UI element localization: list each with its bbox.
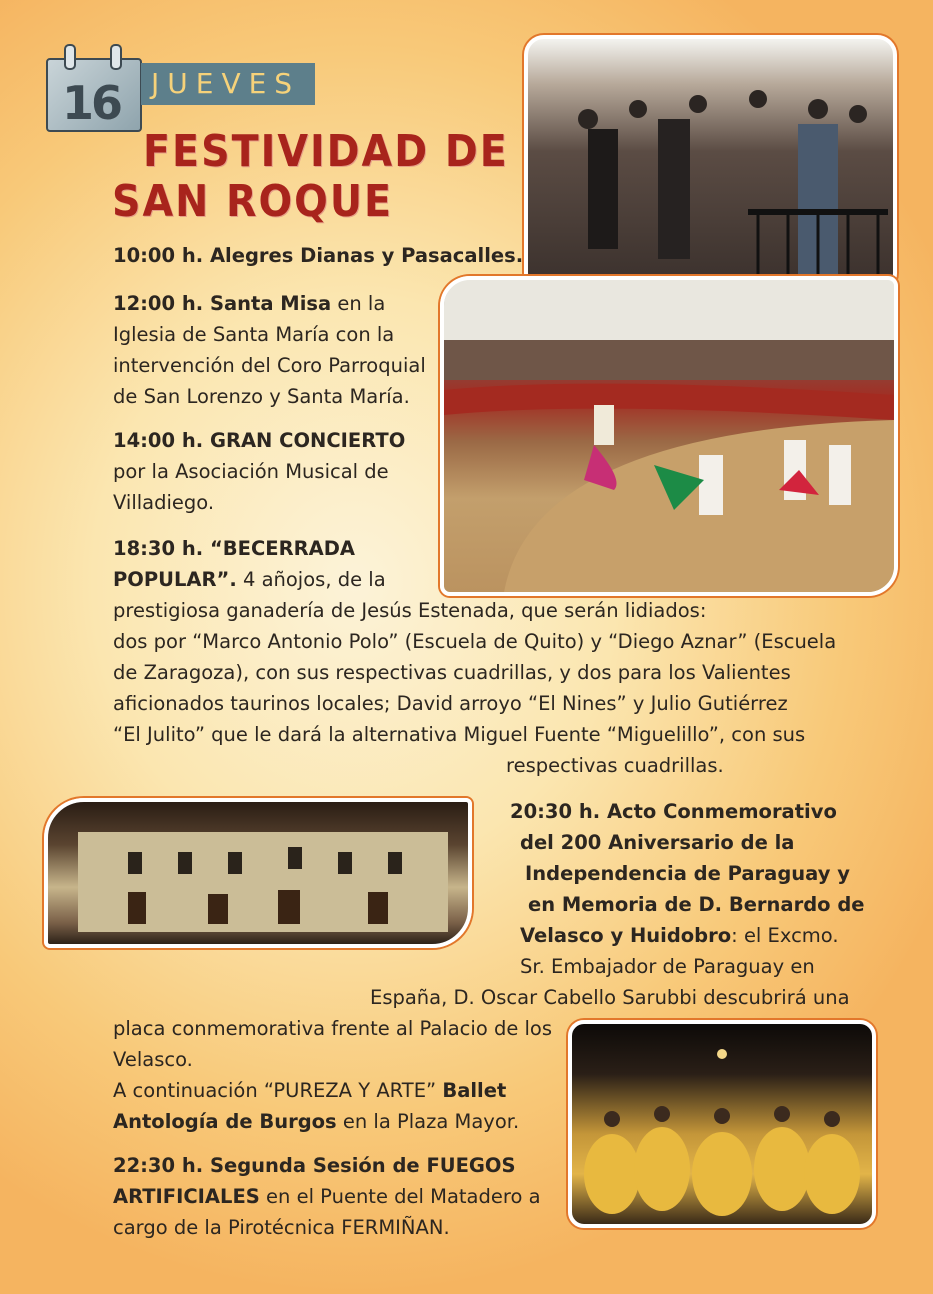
event-acto-line-7: España, D. Oscar Cabello Sarubbi descubrirá una <box>370 986 850 1009</box>
calendar-ring <box>64 44 76 70</box>
event-fuegos-line-1 <box>113 1150 516 1181</box>
crowd-photo <box>524 35 897 293</box>
event-acto-line-8: placa conmemorativa frente al Palacio de los <box>113 1017 553 1040</box>
event-text: en la <box>331 292 386 315</box>
event-becerrada-line-1 <box>113 533 355 564</box>
event-acto-line-6: Sr. Embajador de Paraguay en <box>520 955 815 978</box>
event-acto-line-9: Velasco. <box>113 1048 193 1071</box>
event-fuegos-line-3: cargo de la Pirotécnica FERMIÑAN. <box>113 1216 450 1239</box>
event-fuegos-line-2 <box>113 1181 541 1212</box>
ballet-photo <box>568 1020 876 1228</box>
event-acto-line-1 <box>510 796 837 827</box>
event-heading: 14:00 h. GRAN CONCIERTO <box>113 429 406 452</box>
event-text: 4 añojos, de la <box>236 568 386 591</box>
event-heading: ARTIFICIALES <box>113 1185 260 1208</box>
ballet-illustration <box>572 1024 872 1224</box>
calendar-ring <box>110 44 122 70</box>
calendar-icon <box>46 44 142 128</box>
event-acto-line-5 <box>520 920 839 951</box>
palace-illustration <box>48 802 468 944</box>
event-heading: Velasco y Huidobro <box>520 924 732 947</box>
event-concierto-line-1 <box>113 425 405 456</box>
event-misa-line-2: Iglesia de Santa María con la <box>113 323 395 346</box>
event-heading: en Memoria de D. Bernardo de <box>528 893 865 916</box>
event-text: en el Puente del Matadero a <box>259 1185 541 1208</box>
event-dianas <box>113 240 523 271</box>
event-ballet-line-2 <box>113 1106 519 1137</box>
event-becerrada-line-8: respectivas cuadrillas. <box>506 754 724 777</box>
event-heading: Antología de Burgos <box>113 1110 337 1133</box>
event-concierto-line-3: Villadiego. <box>113 491 215 514</box>
event-heading: 20:30 h. Acto Conmemorativo <box>510 800 837 823</box>
event-text: : el Excmo. <box>731 924 839 947</box>
day-number: 16 <box>62 76 121 130</box>
event-becerrada-line-6: aficionados taurinos locales; David arroyo “El Nines” y Julio Gutiérrez <box>113 692 788 715</box>
event-text: en la Plaza Mayor. <box>336 1110 520 1133</box>
event-heading: 22:30 h. Segunda Sesión de FUEGOS <box>113 1154 516 1177</box>
event-heading: POPULAR”. <box>113 568 237 591</box>
bullring-photo <box>440 276 898 596</box>
event-concierto-line-2: por la Asociación Musical de <box>113 460 389 483</box>
event-acto-line-4 <box>528 889 865 920</box>
event-becerrada-line-4: dos por “Marco Antonio Polo” (Escuela de Quito) y “Diego Aznar” (Escuela <box>113 630 837 653</box>
event-heading: del 200 Aniversario de la <box>520 831 795 854</box>
event-ballet-line-1 <box>113 1075 506 1106</box>
event-heading: Ballet <box>442 1079 507 1102</box>
bullring-illustration <box>444 280 894 592</box>
crowd-illustration <box>528 39 893 289</box>
event-misa-line-3: intervención del Coro Parroquial <box>113 354 426 377</box>
event-text: A continuación “PUREZA Y ARTE” <box>113 1079 443 1102</box>
event-misa-line-1 <box>113 288 385 319</box>
event-becerrada-line-2 <box>113 564 386 595</box>
event-heading: 18:30 h. “BECERRADA <box>113 537 355 560</box>
event-misa-line-4: de San Lorenzo y Santa María. <box>113 385 410 408</box>
event-heading: 10:00 h. Alegres Dianas y Pasacalles. <box>113 244 524 267</box>
event-acto-line-3 <box>525 858 850 889</box>
event-acto-line-2 <box>520 827 794 858</box>
title-line-1: FESTIVIDAD DE <box>143 126 509 177</box>
day-name: JUEVES <box>141 63 315 105</box>
event-becerrada-line-5: de Zaragoza), con sus respectivas cuadrillas, y dos para los Valientes <box>113 661 791 684</box>
title-line-2: SAN ROQUE <box>112 176 394 227</box>
event-becerrada-line-3: prestigiosa ganadería de Jesús Estenada, que serán lidiados: <box>113 599 707 622</box>
palace-photo <box>44 798 472 948</box>
event-becerrada-line-7: “El Julito” que le dará la alternativa Miguel Fuente “Miguelillo”, con sus <box>113 723 806 746</box>
event-heading: Independencia de Paraguay y <box>525 862 850 885</box>
event-heading: 12:00 h. Santa Misa <box>113 292 332 315</box>
